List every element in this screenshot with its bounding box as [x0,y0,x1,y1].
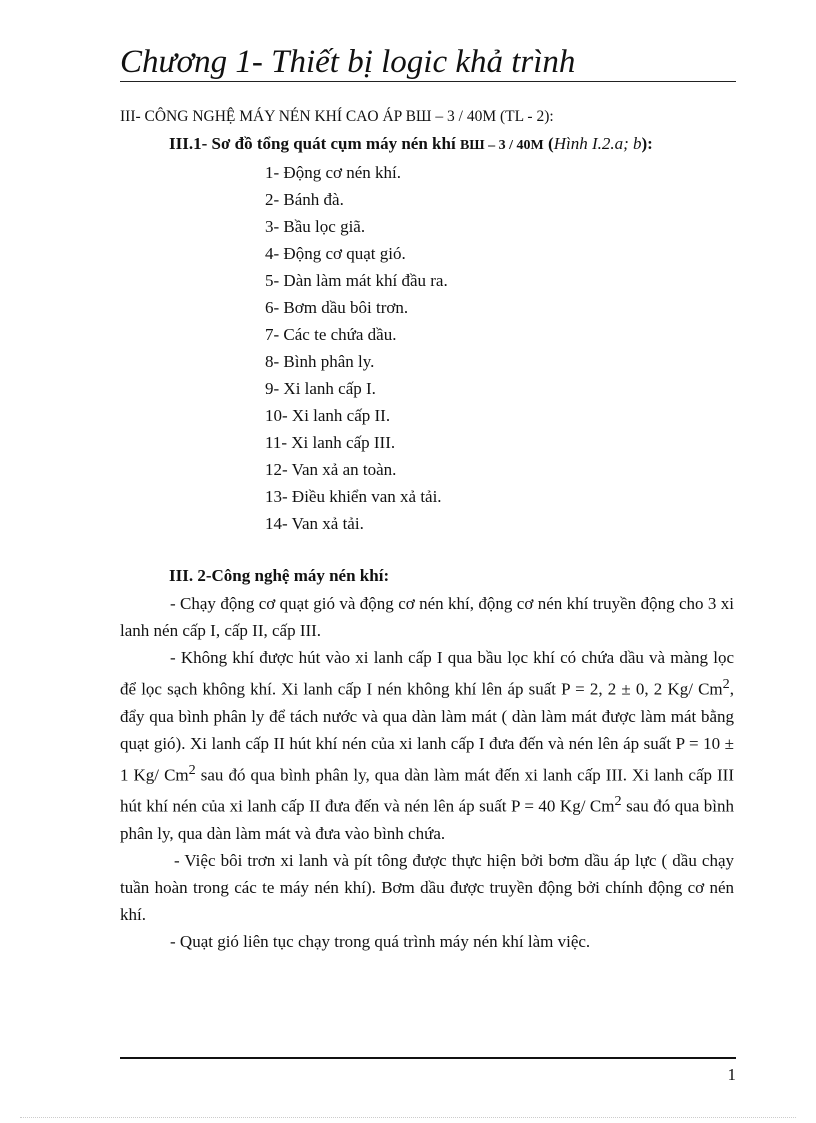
paragraph-4: - Quạt gió liên tục chạy trong quá trình máy nén khí làm việc. [170,931,591,951]
list-item: 1- Động cơ nén khí. [265,163,401,182]
list-item: 6- Bơm dầu bôi trơn. [265,298,409,317]
subsection-1-caption-close: ): [641,134,653,153]
superscript: 2 [614,793,622,810]
list-item: 3- Bầu lọc giã. [265,217,366,236]
subsection-1-caption-open: ( [543,134,554,153]
list-item: 2- Bánh đà. [265,190,344,209]
paragraph-2-part-b: , đẩy qua bình phân ly để tách nước và qua dàn làm mát ( dàn làm mát được làm mát bằng quạt gió). Xi lanh cấp II hút khí nén của xi lanh cấp I đưa đến và nén lên áp suất P = 10 ± 1 Kg/ Cm [120,679,734,785]
body-text [120,590,734,955]
component-list [265,159,448,537]
list-item: 12- Van xả an toàn. [265,460,397,479]
superscript: 2 [188,761,196,778]
subsection-1-heading [169,133,749,157]
header-divider [120,81,736,82]
page-number: 1 [727,1065,736,1084]
superscript: 2 [722,676,730,692]
subsection-1-prefix: III.1- Sơ đồ tổng quát cụm máy nén khí [169,134,460,153]
section-heading: III- CÔNG NGHỆ MÁY NÉN KHÍ CAO ÁP BШ – 3 / 40M (TL - 2): [120,108,554,125]
paragraph-2-part-c: sau đó qua bình phân ly, qua dàn làm mát đến xi lanh cấp III. Xi lanh cấp III hút khí nén của xi lanh cấp II đưa đến và nén lên áp suất P = 40 Kg/ Cm [120,765,735,816]
paragraph-2-part-d: sau đó qua bình phân ly, qua dàn làm mát và đưa vào bình chứa. [120,796,734,843]
list-item: 14- Van xả tải. [265,514,364,533]
list-item: 7- Các te chứa dầu. [265,325,397,344]
paragraph-2 [120,644,734,847]
subsection-2-heading: III. 2-Công nghệ máy nén khí: [169,566,390,585]
figure-reference: Hình I.2.a; b [553,134,642,153]
list-item: 5- Dàn làm mát khí đầu ra. [265,271,448,290]
footer-divider [120,1057,736,1059]
paragraph-2-part-a: - Không khí được hút vào xi lanh cấp I qua bầu lọc khí có chứa dầu và màng lọc để lọc sạch không khí. Xi lanh cấp I nén không khí lên áp suất P = 2, 2 ± 0, 2 Kg/ Cm [120,648,734,699]
list-item: 9- Xi lanh cấp I. [265,379,376,398]
page-edge-dots [20,1117,796,1118]
list-item: 13- Điều khiển van xả tải. [265,487,442,506]
paragraph-1: - Chạy động cơ quạt gió và động cơ nén khí, động cơ nén khí truyền động cho 3 xi lanh nén cấp I, cấp II, cấp III. [120,594,734,640]
paragraph-3: - Việc bôi trơn xi lanh và pít tông được thực hiện bởi bơm dầu áp lực ( dầu chạy tuần hoàn trong các te máy nén khí). Bơm dầu được truyền động bởi chính động cơ nén khí. [120,850,734,924]
chapter-title: Chương 1- Thiết bị logic khả trình [120,44,576,80]
list-item: 11- Xi lanh cấp III. [265,433,396,452]
list-item: 4- Động cơ quạt gió. [265,244,406,263]
list-item: 8- Bình phân ly. [265,352,375,371]
list-item: 10- Xi lanh cấp II. [265,406,391,425]
subsection-1-model: BШ – 3 / 40M [459,138,544,153]
